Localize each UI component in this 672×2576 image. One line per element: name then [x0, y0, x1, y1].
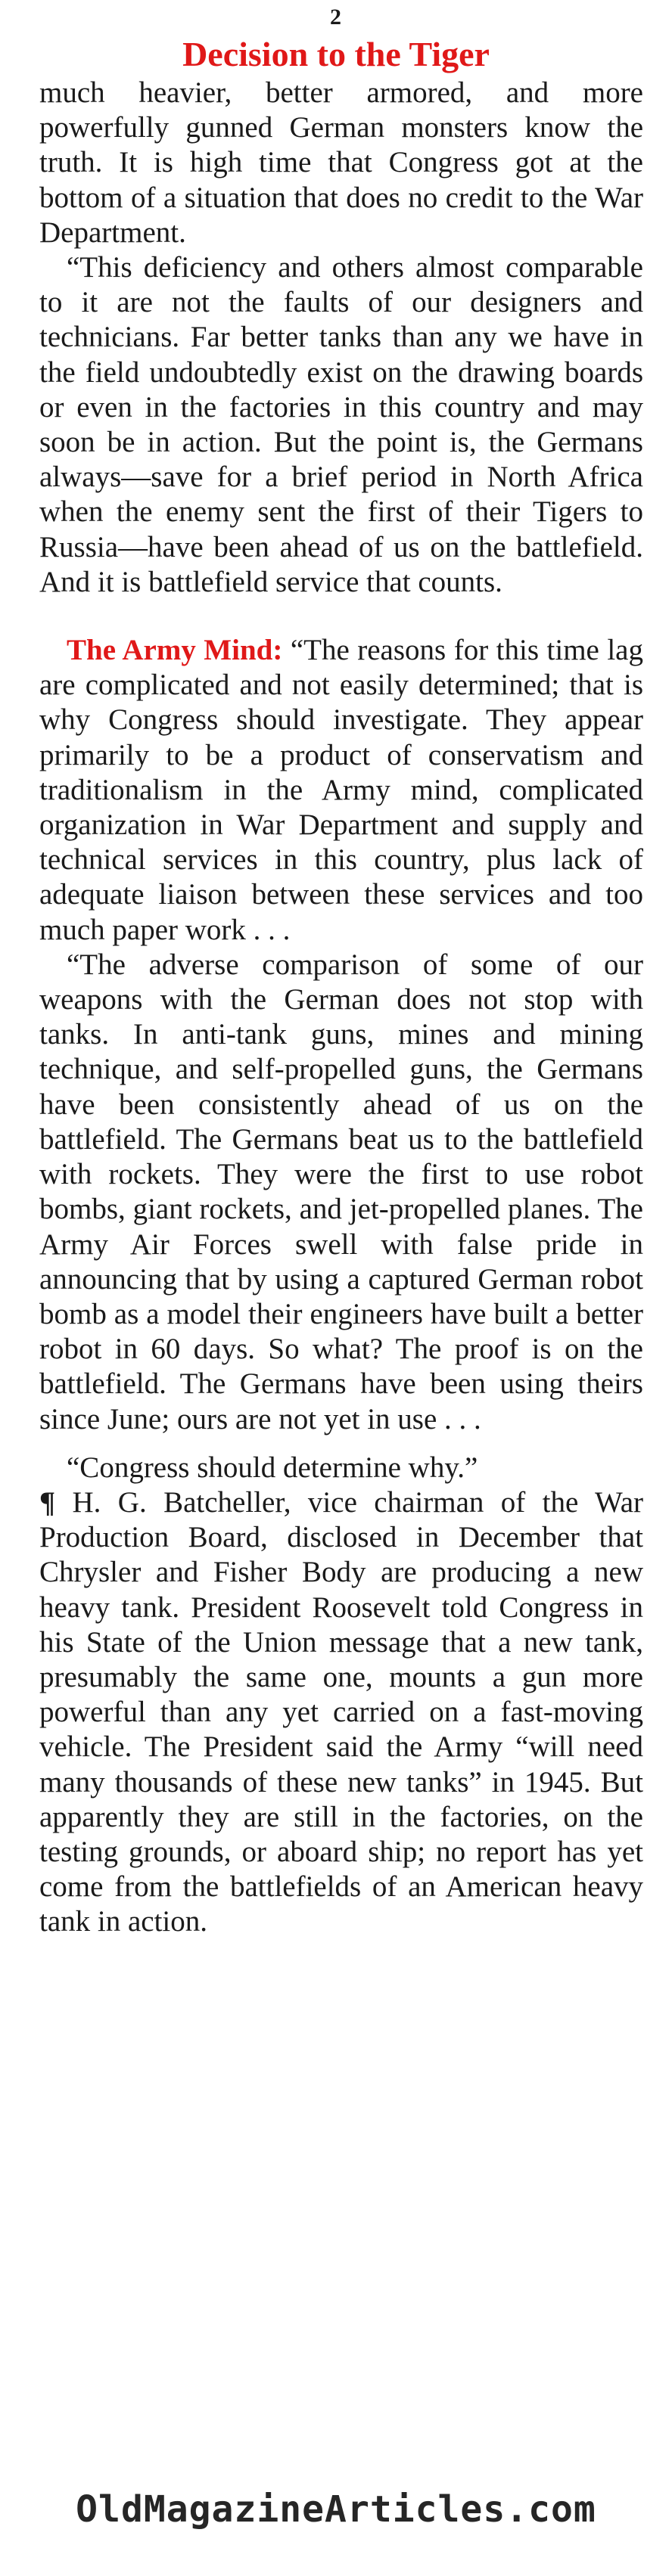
- paragraph-spacer: [39, 1437, 643, 1451]
- pilcrow-icon: ¶: [39, 1485, 56, 1519]
- article-body: [39, 76, 643, 1940]
- site-watermark: OldMagazineArticles.com: [76, 2488, 596, 2531]
- article-headline: Decision to the Tiger: [182, 35, 490, 73]
- batcheller-text: H. G. Batcheller, vice chairman of the War Production Board, disclosed in December that Chrysler and Fisher Body are producing a new heavy tank. President Roosevelt told Congress in his State of the Union message that a new tank, presumably the same one, mounts a gun more powerful than any yet carried on a fast-moving vehicle. The President said the Army “will need many thousands of these new tanks” in 1945. But apparently they are still in the factories, on the testing grounds, or aboard ship; no report has yet come from the battlefields of an American heavy tank in action.: [39, 1485, 643, 1938]
- paragraph-weapons: “The adverse comparison of some of our weapons with the German does not stop with tanks. In anti-tank guns, mines and mining technique, and self-propelled guns, the Germans have been consistently ahead of us on the battlefield. The Germans beat us to the battlefield with rockets. They were the first to use robot bombs, giant rockets, and jet-propelled planes. The Army Air Forces swell with false pride in announcing that by using a captured German robot bomb as a model their engineers have built a better robot in 60 days. So what? The proof is on the battlefield. The Germans have been using theirs since June; ours are not yet in use . . .: [39, 948, 643, 1435]
- batcheller-paragraph: [39, 1485, 643, 1940]
- paragraph-1: much heavier, better armored, and more powerfully gunned German monsters know the truth. It is high time that Congress got at the bottom of a situation that does no credit to the War Department.: [39, 76, 643, 249]
- army-mind-text: “The reasons for this time lag are complicated and not easily determined; that is why Congress should investigate. They appear primarily to be a product of conservatism and traditionalism in the Army mind, complicated organization in War Department and supply and technical services in this country, plus lack of adequate liaison between these services and too much paper work . . .: [39, 634, 643, 946]
- paragraph-2: “This deficiency and others almost comparable to it are not the faults of our designers and technicians. Far better tanks than any we have in the field undoubtedly exist on the drawing boards or even in the factories in this country and may soon be in action. But the point is, the Germans always—save for a brief period in North Africa when the enemy sent the first of their Tigers to Russia—have been ahead of us on the battlefield. And it is battlefield service that counts.: [39, 251, 643, 598]
- army-mind-subhead: The Army Mind:: [67, 634, 283, 667]
- closing-quote: “Congress should determine why.”: [67, 1451, 478, 1484]
- army-mind-paragraph: [39, 633, 643, 948]
- section-spacer: [39, 600, 643, 633]
- page-number: 2: [330, 5, 342, 29]
